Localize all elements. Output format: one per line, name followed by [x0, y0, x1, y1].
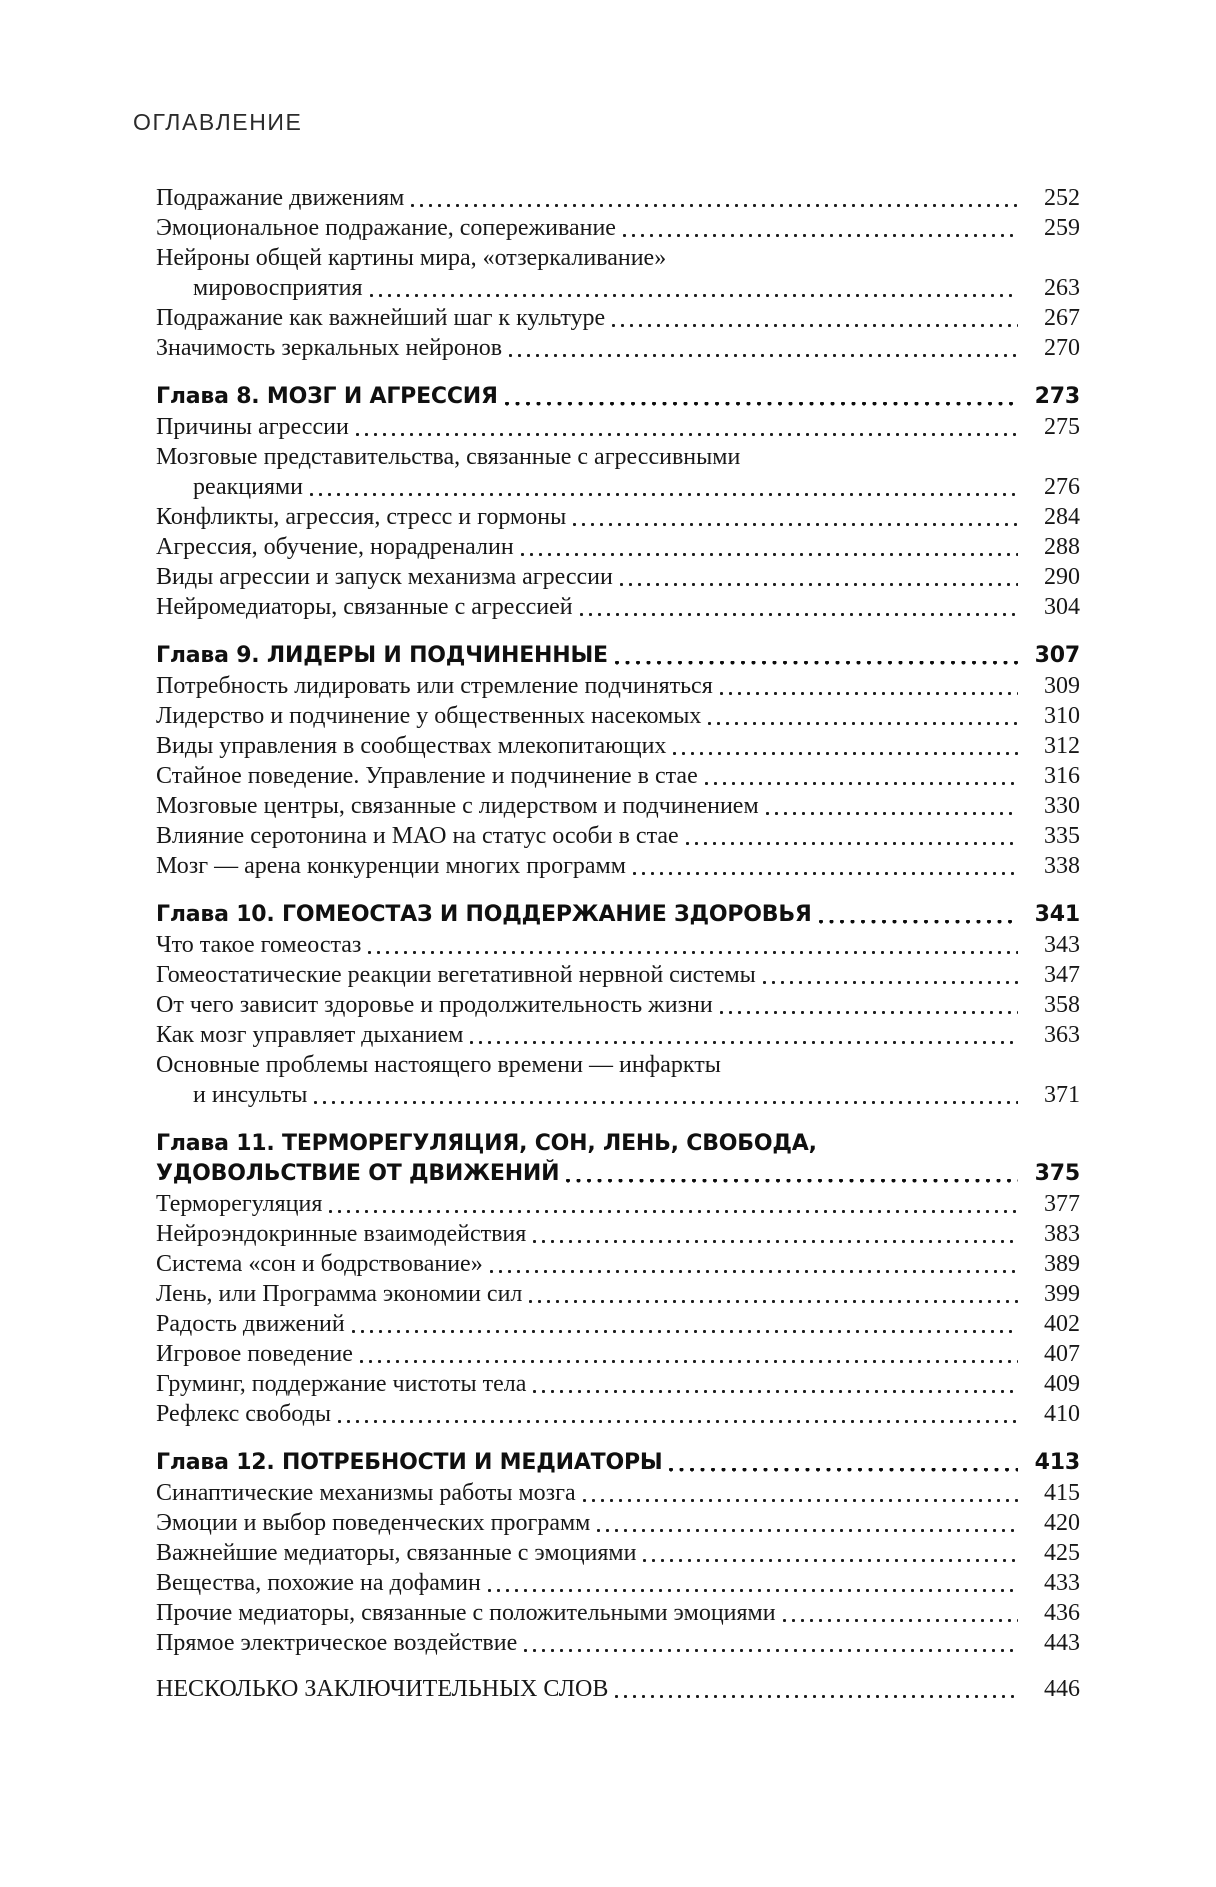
toc-entry-page: 436 [1044, 1600, 1080, 1626]
toc-row [156, 382, 1080, 412]
toc-row [156, 1339, 1080, 1369]
toc-entry-page: 304 [1044, 594, 1080, 620]
dot-leader [329, 1189, 1018, 1219]
toc-row [156, 472, 1080, 502]
toc-row [156, 1369, 1080, 1399]
toc-entry-title: Прямое электрическое воздействие [156, 1630, 518, 1656]
toc-row [156, 960, 1080, 990]
toc-entry-title: Виды агрессии и запуск механизма агрессии [156, 564, 613, 590]
toc-entry-page: 443 [1044, 1630, 1080, 1656]
toc-entry-title: Мозговые представительства, связанные с агрессивными [156, 444, 741, 470]
toc-entry-title: Как мозг управляет дыханием [156, 1022, 464, 1048]
toc-entry-page: 259 [1044, 215, 1080, 241]
dot-leader [524, 1628, 1018, 1658]
dot-leader [633, 851, 1018, 881]
toc-row [156, 1279, 1080, 1309]
toc-entry-page: 389 [1044, 1251, 1080, 1277]
toc-entry-page: 413 [1034, 1450, 1080, 1475]
toc-entry-title: УДОВОЛЬСТВИЕ ОТ ДВИЖЕНИЙ [156, 1161, 560, 1186]
toc-entry-title: Терморегуляция [156, 1191, 323, 1217]
toc-entry-title: Причины агрессии [156, 414, 349, 440]
toc-entry-page: 338 [1044, 853, 1080, 879]
toc-entry-title: Виды управления в сообществах млекопитающих [156, 733, 667, 759]
toc-row [156, 502, 1080, 532]
toc-entry-page: 310 [1044, 703, 1080, 729]
dot-leader [720, 990, 1018, 1020]
toc-entry-title: Агрессия, обучение, норадреналин [156, 534, 514, 560]
toc-row [156, 821, 1080, 851]
dot-leader [708, 701, 1018, 731]
toc-entry-page: 383 [1044, 1221, 1080, 1247]
toc-entry-title: Важнейшие медиаторы, связанные с эмоциями [156, 1540, 637, 1566]
toc-row [156, 333, 1080, 363]
toc-entry-title: Влияние серотонина и МАО на статус особи в стае [156, 823, 679, 849]
toc-entry-title: Нейроэндокринные взаимодействия [156, 1221, 527, 1247]
toc-entry-page: 433 [1044, 1570, 1080, 1596]
toc-row [156, 1399, 1080, 1429]
toc-entry-title: От чего зависит здоровье и продолжительность жизни [156, 992, 713, 1018]
dot-leader [470, 1020, 1018, 1050]
toc-entry-page: 402 [1044, 1311, 1080, 1337]
toc-row [156, 1309, 1080, 1339]
dot-leader [615, 1674, 1018, 1704]
toc-entry-page: 347 [1044, 962, 1080, 988]
toc-entry-title: Потребность лидировать или стремление подчиняться [156, 673, 713, 699]
toc-entry-page: 446 [1044, 1676, 1080, 1702]
toc-entry-page: 425 [1044, 1540, 1080, 1566]
toc-entry-page: 371 [1044, 1082, 1080, 1108]
toc-row [156, 990, 1080, 1020]
toc-entry-title: Эмоции и выбор поведенческих программ [156, 1510, 591, 1536]
dot-leader [521, 532, 1018, 562]
toc-entry-title: Нейроны общей картины мира, «отзеркаливание» [156, 245, 667, 271]
dot-leader [597, 1508, 1018, 1538]
dot-leader [643, 1538, 1018, 1568]
toc-entry-page: 410 [1044, 1401, 1080, 1427]
toc-row [156, 562, 1080, 592]
dot-leader [338, 1399, 1018, 1429]
dot-leader [368, 930, 1018, 960]
toc-entry-title: мировосприятия [193, 275, 363, 301]
toc-row [156, 1249, 1080, 1279]
dot-leader [705, 761, 1018, 791]
toc-entry-title: Радость движений [156, 1311, 345, 1337]
dot-leader [310, 472, 1018, 502]
toc-entry-page: 275 [1044, 414, 1080, 440]
toc-entry-title: Груминг, поддержание чистоты тела [156, 1371, 527, 1397]
toc-entry-title: Нейромедиаторы, связанные с агрессией [156, 594, 573, 620]
dot-leader [360, 1339, 1018, 1369]
toc-row [156, 1159, 1080, 1189]
dot-leader [580, 592, 1018, 622]
toc-entry-page: 343 [1044, 932, 1080, 958]
toc-row [156, 701, 1080, 731]
toc-entry-page: 316 [1044, 763, 1080, 789]
toc-entry-page: 407 [1044, 1341, 1080, 1367]
toc-entry-title: Значимость зеркальных нейронов [156, 335, 503, 361]
toc-entry-title: и инсульты [193, 1082, 308, 1108]
toc-entry-title: Гомеостатические реакции вегетативной нервной системы [156, 962, 756, 988]
toc-entry-page: 290 [1044, 564, 1080, 590]
toc-row [156, 1508, 1080, 1538]
toc-entry-title: Прочие медиаторы, связанные с положительными эмоциями [156, 1600, 776, 1626]
toc-row [156, 851, 1080, 881]
dot-leader [533, 1369, 1018, 1399]
toc-entry-title: Рефлекс свободы [156, 1401, 331, 1427]
toc-row [156, 930, 1080, 960]
toc-entry-title: Стайное поведение. Управление и подчинение в стае [156, 763, 698, 789]
dot-leader [573, 502, 1018, 532]
dot-leader [411, 183, 1018, 213]
dot-leader [766, 791, 1018, 821]
dot-leader [490, 1249, 1018, 1279]
toc-entry-page: 377 [1044, 1191, 1080, 1217]
toc-row [156, 671, 1080, 701]
toc-entry-page: 375 [1034, 1161, 1080, 1186]
dot-leader [352, 1309, 1018, 1339]
toc-entry-title: НЕСКОЛЬКО ЗАКЛЮЧИТЕЛЬНЫХ СЛОВ [156, 1676, 609, 1702]
toc-entry-page: 358 [1044, 992, 1080, 1018]
toc-row [156, 1189, 1080, 1219]
toc-entry-title: Основные проблемы настоящего времени — инфаркты [156, 1052, 721, 1078]
toc-row [156, 641, 1080, 671]
toc-entry-title: Глава 11. ТЕРМОРЕГУЛЯЦИЯ, СОН, ЛЕНЬ, СВОБОДА, [156, 1131, 817, 1156]
toc-entry-page: 399 [1044, 1281, 1080, 1307]
toc-entry-page: 276 [1044, 474, 1080, 500]
toc-entry-page: 307 [1034, 643, 1080, 668]
toc-row [156, 1538, 1080, 1568]
dot-leader [509, 333, 1018, 363]
toc-entry-page: 309 [1044, 673, 1080, 699]
toc-entry-title: Синаптические механизмы работы мозга [156, 1480, 576, 1506]
dot-leader [529, 1279, 1018, 1309]
toc-entry-title: Глава 8. МОЗГ И АГРЕССИЯ [156, 384, 498, 409]
dot-leader [356, 412, 1018, 442]
toc-row [156, 303, 1080, 333]
toc-row [156, 1478, 1080, 1508]
toc-row [156, 183, 1080, 213]
dot-leader [566, 1159, 1018, 1189]
toc-row [156, 900, 1080, 930]
dot-leader [533, 1219, 1018, 1249]
toc-entry-page: 267 [1044, 305, 1080, 331]
toc-row [156, 213, 1080, 243]
toc-entry-page: 409 [1044, 1371, 1080, 1397]
toc-entry-page: 273 [1034, 384, 1080, 409]
dot-leader [819, 900, 1018, 930]
toc-entry-title: Вещества, похожие на дофамин [156, 1570, 481, 1596]
toc-entry-page: 341 [1034, 902, 1080, 927]
dot-leader [370, 273, 1018, 303]
toc-row [156, 1598, 1080, 1628]
dot-leader [583, 1478, 1018, 1508]
dot-leader [763, 960, 1018, 990]
toc-entry-page: 312 [1044, 733, 1080, 759]
toc-row [156, 791, 1080, 821]
toc-entry-title: Конфликты, агрессия, стресс и гормоны [156, 504, 567, 530]
toc-entry-page: 288 [1044, 534, 1080, 560]
toc-entry-page: 252 [1044, 185, 1080, 211]
dot-leader [615, 641, 1018, 671]
toc-entry-title: Мозг — арена конкуренции многих программ [156, 853, 626, 879]
toc-entry-title: Мозговые центры, связанные с лидерством и подчинением [156, 793, 759, 819]
toc-entry-title: Что такое гомеостаз [156, 932, 362, 958]
toc-row [156, 1674, 1080, 1704]
toc-entry-title: Глава 10. ГОМЕОСТАЗ И ПОДДЕРЖАНИЕ ЗДОРОВЬЯ [156, 902, 812, 927]
toc-row [156, 532, 1080, 562]
toc-entry-title: Лень, или Программа экономии сил [156, 1281, 523, 1307]
dot-leader [720, 671, 1018, 701]
toc-row [156, 412, 1080, 442]
toc-entry-page: 335 [1044, 823, 1080, 849]
toc-entry-title: Подражание движениям [156, 185, 405, 211]
toc-row [156, 592, 1080, 622]
toc-row [156, 731, 1080, 761]
toc-entry-title: реакциями [193, 474, 304, 500]
dot-leader [488, 1568, 1018, 1598]
toc-row [156, 1219, 1080, 1249]
toc-row [156, 442, 1080, 472]
toc-entry-page: 363 [1044, 1022, 1080, 1048]
toc-entry-title: Система «сон и бодрствование» [156, 1251, 483, 1277]
toc-row [156, 1020, 1080, 1050]
dot-leader [620, 562, 1018, 592]
page-title: ОГЛАВЛЕНИЕ [133, 109, 303, 135]
toc-entry-title: Лидерство и подчинение у общественных насекомых [156, 703, 702, 729]
toc-entry-page: 263 [1044, 275, 1080, 301]
dot-leader [673, 731, 1018, 761]
dot-leader [314, 1080, 1018, 1110]
toc-row [156, 273, 1080, 303]
toc-row [156, 1448, 1080, 1478]
toc-list [156, 183, 1080, 1704]
dot-leader [612, 303, 1018, 333]
toc-entry-page: 420 [1044, 1510, 1080, 1536]
toc-entry-page: 270 [1044, 335, 1080, 361]
dot-leader [783, 1598, 1018, 1628]
toc-row [156, 1080, 1080, 1110]
toc-entry-title: Глава 9. ЛИДЕРЫ И ПОДЧИНЕННЫЕ [156, 643, 608, 668]
dot-leader [505, 382, 1018, 412]
toc-row [156, 243, 1080, 273]
toc-entry-title: Глава 12. ПОТРЕБНОСТИ И МЕДИАТОРЫ [156, 1450, 663, 1475]
toc-entry-page: 330 [1044, 793, 1080, 819]
dot-leader [686, 821, 1018, 851]
toc-row [156, 1628, 1080, 1658]
toc-entry-title: Игровое поведение [156, 1341, 353, 1367]
toc-entry-title: Подражание как важнейший шаг к культуре [156, 305, 606, 331]
toc-row [156, 1129, 1080, 1159]
dot-leader [623, 213, 1018, 243]
toc-row [156, 1050, 1080, 1080]
toc-entry-page: 415 [1044, 1480, 1080, 1506]
dot-leader [669, 1448, 1018, 1478]
toc-row [156, 761, 1080, 791]
toc-row [156, 1568, 1080, 1598]
toc-entry-page: 284 [1044, 504, 1080, 530]
toc-entry-title: Эмоциональное подражание, сопереживание [156, 215, 616, 241]
